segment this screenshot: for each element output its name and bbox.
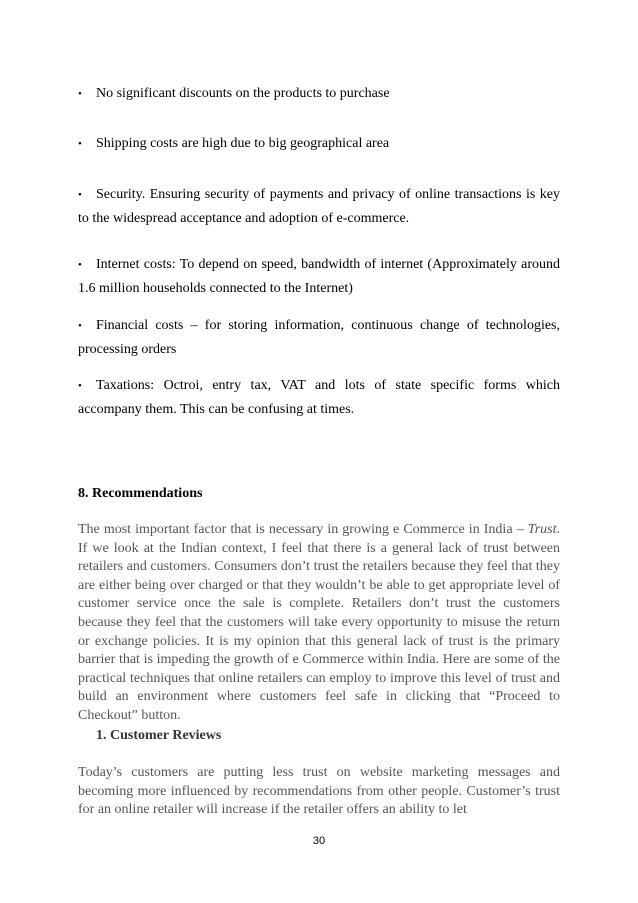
paragraph-text: . If we look at the Indian context, I feel that there is a general lack of trust between retailers and customers. Consumers don’t trust the retailers because they feel that they are either being over charged or that they wouldn’t be able to get appropriate level of customer service once the sale is complete. Retailers don’t trust the customers because they feel that the customers will take every opportunity to misuse the return or exchange policies. It is my opinion that this general lack of trust is the primary barrier that is impeding the growth of e Commerce within India. Here are some of the practical techniques that online retailers can employ to improve this level of trust and build an environment where customers feel safe in clicking that “Proceed to Checkout” button.	[78, 522, 561, 723]
bullet-text: No significant discounts on the products to purchase	[96, 86, 390, 101]
bullet-item	[78, 82, 560, 106]
bullet-mark: •	[78, 259, 82, 271]
bullet-item	[78, 183, 560, 231]
paragraph-text: The most important factor that is necessary in growing e Commerce in India –	[78, 522, 524, 537]
subsection-heading: 1. Customer Reviews	[96, 728, 222, 743]
bullet-mark: •	[78, 138, 82, 150]
emphasis-word: Trust	[527, 522, 557, 537]
bullet-mark: •	[78, 88, 82, 100]
bullet-item	[78, 374, 560, 422]
bullet-item	[78, 253, 560, 301]
bullet-text: Shipping costs are high due to big geographical area	[96, 136, 390, 151]
section-heading: 8. Recommendations	[78, 486, 203, 501]
subsection-paragraph: Today’s customers are putting less trust on website marketing messages and becoming more influenced by recommendations from other people. Customer’s trust for an online retailer will increase if the retailer offers an ability to let	[78, 765, 560, 818]
bullet-mark: •	[78, 320, 82, 332]
bullet-text: Financial costs – for storing information, continuous change of technologies, processing orders	[78, 318, 560, 357]
section-paragraph	[78, 521, 560, 726]
bullet-text: Internet costs: To depend on speed, bandwidth of internet (Approximately around 1.6 million households connected to the Internet)	[78, 257, 560, 296]
bullet-text: Security. Ensuring security of payments and privacy of online transactions is key to the widespread acceptance and adoption of e-commerce.	[78, 187, 560, 226]
bullet-mark: •	[78, 189, 82, 201]
page-number: 30	[312, 835, 326, 847]
bullet-item	[78, 314, 560, 362]
bullet-text: Taxations: Octroi, entry tax, VAT and lots of state specific forms which accompany them. This can be confusing at times.	[78, 378, 560, 417]
bullet-item	[78, 132, 560, 156]
bullet-mark: •	[78, 380, 82, 392]
